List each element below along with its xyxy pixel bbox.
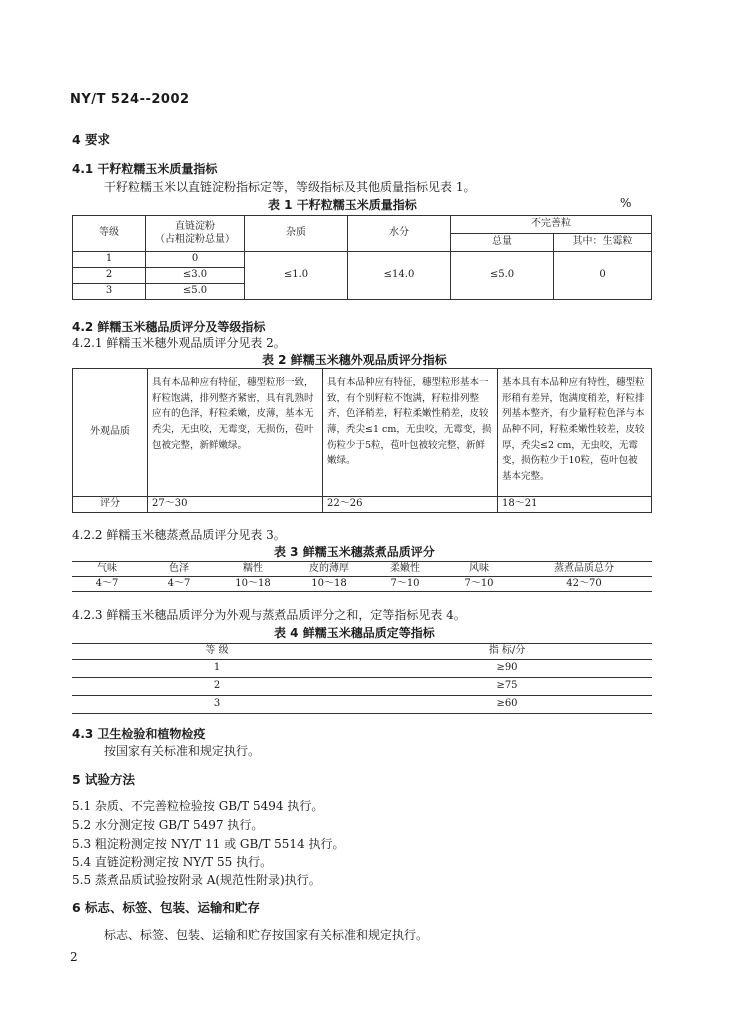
t3-value-aroma: 4～7	[72, 577, 142, 592]
section-4-3-body: 按国家有关标准和规定执行。	[104, 744, 261, 758]
t1-row3-amylose: ≤5.0	[146, 284, 245, 300]
section-6-body: 标志、标签、包装、运输和贮存按国家有关标准和规定执行。	[104, 928, 429, 942]
section-4-2-3-text: 4.2.3 鲜糯玉米穗品质评分为外观与蒸煮品质评分之和，定等指标见表 4。	[72, 608, 466, 622]
t1-header-impurity: 杂质	[245, 216, 348, 252]
t1-header-amylose	[146, 216, 245, 252]
table-3	[72, 561, 652, 592]
t1-moisture-value: ≤14.0	[348, 252, 451, 300]
section-5-1: 5.1 杂质、不完善粒检验按 GB/T 5494 执行。	[72, 799, 324, 813]
t4-row2-grade: 2	[72, 678, 362, 696]
t1-row2-amylose: ≤3.0	[146, 268, 245, 284]
section-5-4: 5.4 直链淀粉测定按 NY/T 55 执行。	[72, 855, 273, 869]
t4-row1-grade: 1	[72, 660, 362, 678]
t2-desc-level1: 具有本品种应有特征，穗型粒形一致，籽粒饱满，排列整齐紧密，具有乳熟时应有的色泽，籽粒柔嫩，皮薄，基本无秃尖，无虫咬，无霉变，无损伤，苞叶包被完整，新鲜嫩绿。	[148, 369, 323, 497]
t1-impurity-value: ≤1.0	[245, 252, 348, 300]
section-6-title: 6 标志、标签、包装、运输和贮存	[72, 900, 261, 915]
t1-row2-grade: 2	[73, 268, 146, 284]
t3-header-waxiness: 糯性	[216, 562, 290, 577]
table-4-caption: 表 4 鲜糯玉米穗品质定等指标	[274, 626, 435, 640]
t4-row2-value: ≥75	[362, 678, 652, 696]
section-5-2: 5.2 水分测定按 GB/T 5497 执行。	[72, 818, 264, 832]
section-4-title: 4 要求	[72, 132, 111, 147]
t1-header-grade: 等级	[73, 216, 146, 252]
t3-header-skin-thickness: 皮的薄厚	[290, 562, 368, 577]
page-number: 2	[70, 950, 78, 964]
t1-header-moisture: 水分	[348, 216, 451, 252]
t3-header-color: 色泽	[142, 562, 216, 577]
t1-header-total: 总量	[451, 234, 554, 252]
table-2-caption: 表 2 鲜糯玉米穗外观品质评分指标	[262, 353, 447, 367]
t3-value-tenderness: 7～10	[368, 577, 442, 592]
table-1-caption: 表 1 干籽粒糯玉米质量指标	[268, 198, 417, 212]
section-4-2-2-text: 4.2.2 鲜糯玉米穗蒸煮品质评分见表 3。	[72, 528, 286, 542]
section-4-3-title: 4.3 卫生检验和植物检疫	[72, 727, 206, 741]
t4-row3-value: ≥60	[362, 696, 652, 714]
t1-mould-value: 0	[554, 252, 652, 300]
section-4-1-title: 4.1 干籽粒糯玉米质量指标	[72, 162, 218, 176]
t2-score-level1: 27～30	[148, 497, 323, 513]
t3-header-total: 蒸煮品质总分	[516, 562, 652, 577]
t3-value-waxiness: 10～18	[216, 577, 290, 592]
t3-value-total: 42～70	[516, 577, 652, 592]
t2-score-label: 评分	[73, 497, 148, 513]
t1-row1-grade: 1	[73, 252, 146, 268]
table-1	[72, 215, 652, 300]
t2-score-level2: 22～26	[323, 497, 498, 513]
t3-header-flavor: 风味	[442, 562, 516, 577]
section-4-1-body: 干籽粒糯玉米以直链淀粉指标定等，等级指标及其他质量指标见表 1。	[104, 180, 476, 194]
t1-header-imperfect: 不完善粒	[451, 216, 652, 234]
table-4	[72, 643, 652, 714]
t3-header-tenderness: 柔嫩性	[368, 562, 442, 577]
t3-value-flavor: 7～10	[442, 577, 516, 592]
t3-header-aroma: 气味	[72, 562, 142, 577]
section-5-5: 5.5 蒸煮品质试验按附录 A(规范性附录)执行。	[72, 873, 321, 887]
t1-header-amylose-line1: 直链淀粉	[175, 221, 215, 232]
t2-row-label: 外观品质	[73, 369, 148, 497]
t4-row3-grade: 3	[72, 696, 362, 714]
section-5-3: 5.3 粗淀粉测定按 NY/T 11 或 GB/T 5514 执行。	[72, 837, 345, 851]
table-2	[72, 368, 652, 513]
section-4-2-1-text: 4.2.1 鲜糯玉米穗外观品质评分见表 2。	[72, 336, 286, 350]
t2-desc-level2: 具有本品种应有特征，穗型粒形基本一致，有个别籽粒不饱满，籽粒排列整齐，色泽稍差，籽粒柔嫩性稍差，皮较薄，秃尖≤1 cm，无虫咬，无霉变，损伤粒少于5粒，苞叶包被较完整，新鲜嫩绿。	[323, 369, 498, 497]
t4-header-index: 指 标/分	[362, 644, 652, 660]
section-5-title: 5 试验方法	[72, 772, 136, 787]
t4-header-grade: 等 级	[72, 644, 362, 660]
t2-desc-level3: 基本具有本品种应有特性，穗型粒形稍有差异，饱满度稍差，籽粒排列基本整齐，有少量籽粒色泽与本品种不同，籽粒柔嫩性较差，皮较厚，秃尖≤2 cm，无虫咬，无霉变，损伤粒少于10粒，苞叶包被基本完整。	[498, 369, 652, 497]
t1-total-value: ≤5.0	[451, 252, 554, 300]
t2-score-level3: 18～21	[498, 497, 652, 513]
t3-value-skin-thickness: 10～18	[290, 577, 368, 592]
standard-code-header: NY/T 524--2002	[70, 92, 190, 107]
table-1-unit: %	[620, 196, 632, 210]
t4-row1-value: ≥90	[362, 660, 652, 678]
t1-row3-grade: 3	[73, 284, 146, 300]
table-3-caption: 表 3 鲜糯玉米穗蒸煮品质评分	[274, 545, 435, 559]
t1-header-mould: 其中：生霉粒	[554, 234, 652, 252]
t1-header-amylose-line2: （占粗淀粉总量）	[155, 233, 235, 245]
t3-value-color: 4～7	[142, 577, 216, 592]
section-4-2-title: 4.2 鲜糯玉米穗品质评分及等级指标	[72, 320, 266, 334]
t1-row1-amylose: 0	[146, 252, 245, 268]
